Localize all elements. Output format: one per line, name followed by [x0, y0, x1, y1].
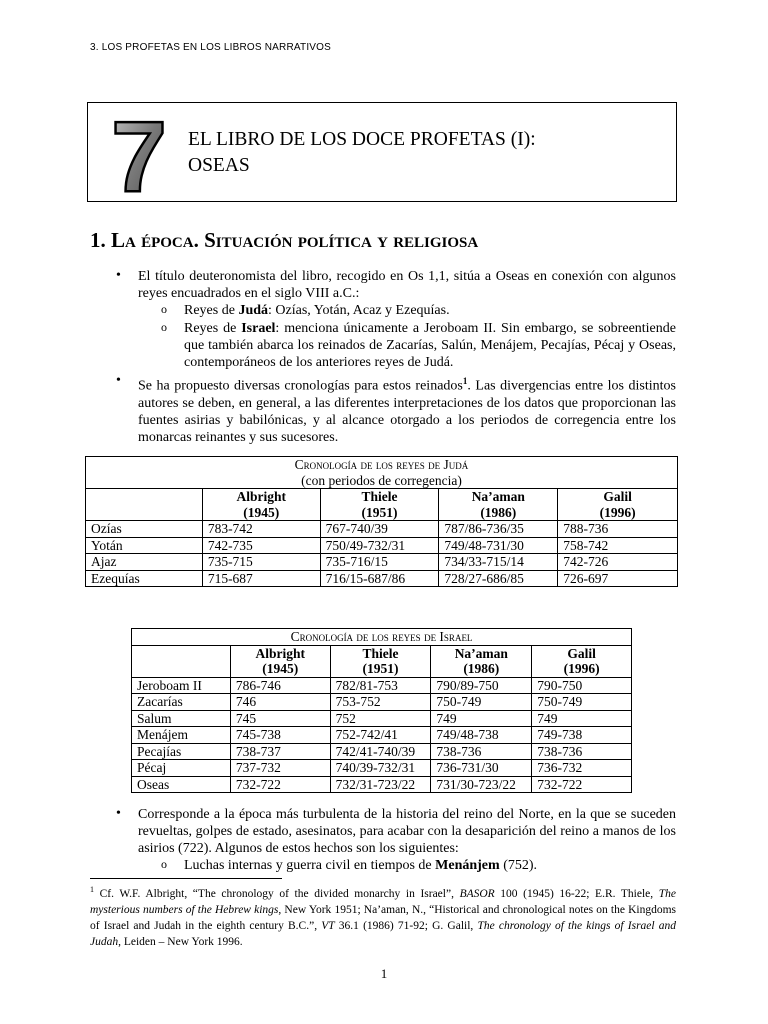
bullet-dot: •: [116, 373, 121, 388]
chapter-title-line1: EL LIBRO DE LOS DOCE PROFETAS (I):: [188, 129, 536, 150]
running-head: 3. LOS PROFETAS EN LOS LIBROS NARRATIVOS: [90, 42, 332, 53]
table-row: Pécaj 737-732 740/39-732/31 736-731/30 736-732: [132, 760, 632, 777]
sub-bullet-israel: Reyes de Israel: menciona únicamente a Jeroboam II. Sin embargo, se sobreentiende que también abarca los reinados de Zacarías, Salún, Menájem, Pecajías, Pécaj y Oseas, contemporáneos de los anteriores reyes de Judá.: [184, 321, 676, 370]
table-row: Yotán 742-735 750/49-732/31 749/48-731/30 758-742: [86, 537, 678, 554]
bullet-dot: •: [116, 806, 121, 821]
sub-bullet-marker: o: [161, 302, 167, 316]
bullet-paragraph-2: Se ha propuesto diversas cronologías para estos reinados$^1$. Las divergencias entre los distintos autores se deben, en general, a las diferentes interpretaciones de los datos que proporcionan las fuentes asirias y babilónicas, y al alcance otorgado a los periodos de corregencia entre los monarcas reinantes y sus sucesores.: [138, 376, 676, 445]
table-juda-caption: Cronología de los reyes de Judá (con periodos de corregencia): [86, 457, 678, 489]
table-israel-caption: Cronología de los reyes de Israel: [132, 629, 632, 646]
sub-bullet-juda: Reyes de Judá: Ozías, Yotán, Acaz y Ezequías.: [184, 303, 450, 318]
table-row: Ezequías 715-687 716/15-687/86 728/27-686/85 726-697: [86, 570, 678, 587]
sub-bullet-marker: o: [161, 320, 167, 334]
table-row: Oseas 732-722 732/31-723/22 731/30-723/22 732-722: [132, 776, 632, 793]
table-juda: [85, 456, 678, 587]
table-row: Pecajías 738-737 742/41-740/39 738-736 738-736: [132, 743, 632, 760]
chapter-number-graphic: [108, 111, 170, 199]
table-row: Salum 745 752 749 749: [132, 710, 632, 727]
bullet-paragraph-1: El título deuteronomista del libro, recogido en Os 1,1, sitúa a Oseas en conexión con algunos reyes encuadrados en el siglo VIII a.C.:: [138, 269, 676, 301]
table-row: Ajaz 735-715 735-716/15 734/33-715/14 742-726: [86, 554, 678, 571]
footnote-separator: [90, 878, 282, 879]
section-heading: 1. La época. Situación política y religiosa: [90, 228, 479, 252]
chapter-header-box: [87, 102, 677, 202]
table-header-row: Albright (1945) Thiele (1951) Na’aman (1986) Galil (1996): [86, 489, 678, 521]
table-row: Zacarías 746 753-752 750-749 750-749: [132, 694, 632, 711]
table-header-row: Albright (1945) Thiele (1951) Na’aman (1986) Galil (1996): [132, 645, 632, 677]
table-row: Menájem 745-738 752-742/41 749/48-738 749-738: [132, 727, 632, 744]
footnote: $^1$ Cf. W.F. Albright, “The chronology of the divided monarchy in Israel”, BASOR 100 (1945) 16-22; E.R. Thiele, The mysterious numbers of the Hebrew kings, New York 1951; Na’aman, N., “Historical and chronological notes on the Kingdoms of Israel and Judah in the eighth century B.C.”, VT 36.1 (1986) 71-92; G. Galil, The chronology of the kings of Israel and Judah, Leiden – New York 1996.: [90, 885, 677, 948]
footnote-ref: 1: [462, 376, 468, 386]
table-row: Jeroboam II 786-746 782/81-753 790/89-750 790-750: [132, 677, 632, 694]
chapter-title-line2: OSEAS: [188, 155, 250, 176]
footnote-number: 1: [90, 885, 94, 894]
table-row: Ozías 783-742 767-740/39 787/86-736/35 788-736: [86, 521, 678, 538]
chapter-number: 7: [111, 111, 167, 199]
table-israel: [131, 628, 632, 793]
bullet-paragraph-3: Corresponde a la época más turbulenta de la historia del reino del Norte, en la que se suceden revueltas, golpes de estado, asesinatos, para acabar con la desaparición del reino a manos de los asirios (722). Algunos de estos hechos son los siguientes:: [138, 807, 676, 856]
bullet-dot: •: [116, 268, 121, 283]
chapter-title: [188, 127, 536, 179]
sub-bullet-marker: o: [161, 857, 167, 871]
page-number: 1: [380, 966, 388, 981]
sub-bullet-menajem: Luchas internas y guerra civil en tiempos de Menánjem (752).: [184, 858, 538, 873]
